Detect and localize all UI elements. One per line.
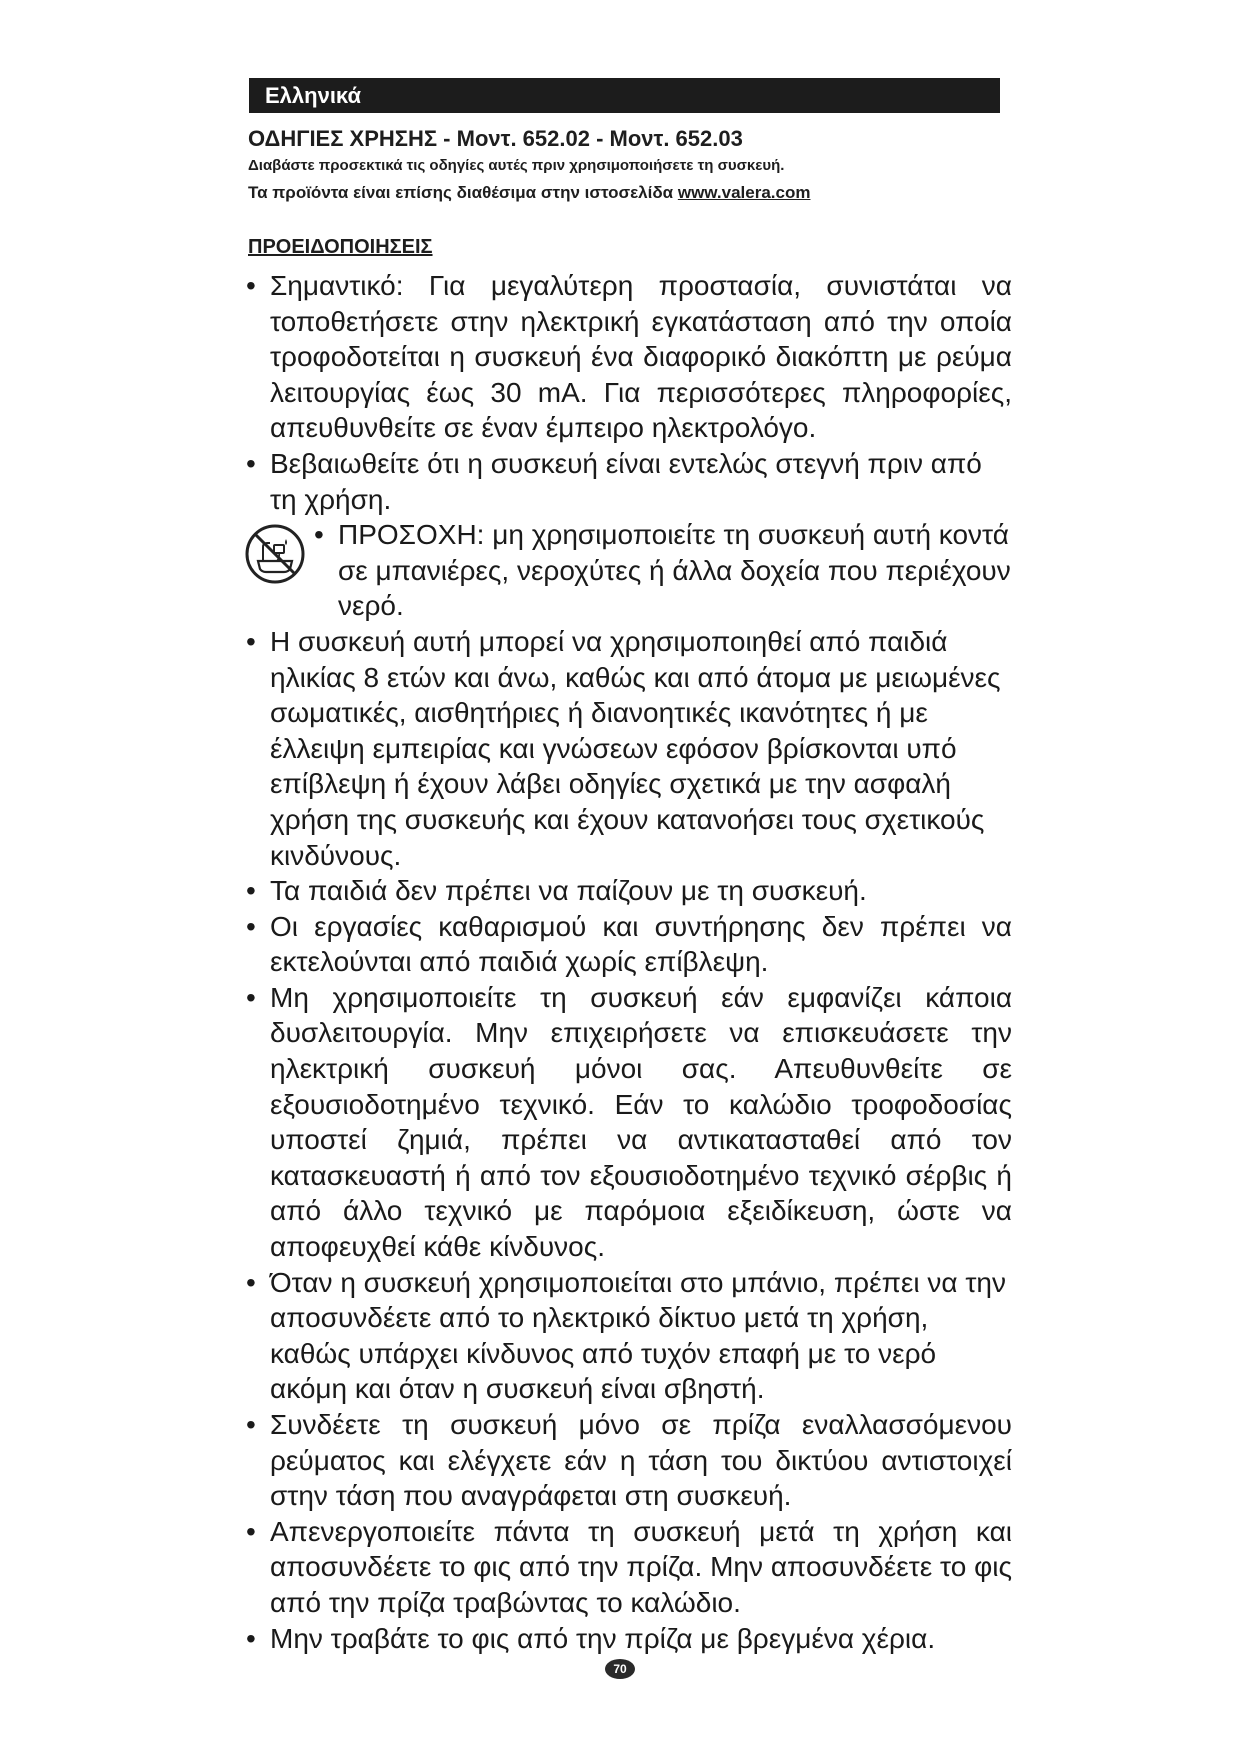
no-water-bath-icon <box>244 523 306 585</box>
language-header-bar: Ελληνικά <box>249 78 1000 113</box>
warning-item-cleaning <box>246 909 1012 980</box>
warning-item-dry <box>246 446 1012 517</box>
warning-text: Απενεργοποιείτε πάντα τη συσκευή μετά τη χρήση και αποσυνδέετε το φις από την πρίζα. Μην αποσυνδέετε το φις από την πρίζα τραβώντας το καλώδιο. <box>270 1515 1012 1618</box>
warning-item-unplug <box>246 1514 1012 1621</box>
warning-item-children-play <box>246 873 1012 909</box>
warning-item-water <box>246 517 1012 624</box>
bullet: • <box>246 1409 256 1440</box>
warning-text: Σημαντικό: Για μεγαλύτερη προστασία, συνιστάται να τοποθετήσετε στην ηλεκτρική εγκατάσταση από την οποία τροφοδοτείται η συσκευή ένα διαφορικό διακόπτη με ρεύμα λειτουργίας έως 30 mA. Για περισσότερες πληροφορίες, απευθυνθείτε σε έναν έμπειρο ηλεκτρολόγο. <box>270 270 1012 444</box>
warning-text: Μη χρησιμοποιείτε τη συσκευή εάν εμφανίζει κάποια δυσλειτουργία. Μην επιχειρήσετε να επισκευάσετε την ηλεκτρική συσκευή μόνοι σας. Απευθυνθείτε σε εξουσιοδοτημένο τεχνικό. Εάν το καλώδιο τροφοδοσίας υποστεί ζημιά, πρέπει να αντικατασταθεί από τον κατασκευαστή ή από τον εξουσιοδοτημένο τεχνικό σέρβις ή από άλλο τεχνικό με παρόμοια εξειδίκευση, ώστε να αποφευχθεί κάθε κίνδυνος. <box>270 981 1012 1263</box>
bullet: • <box>246 270 256 301</box>
warning-text: Οι εργασίες καθαρισμού και συντήρησης δεν πρέπει να εκτελούνται από παιδιά χωρίς επίβλεψη. <box>270 910 1012 978</box>
warning-text: Συνδέετε τη συσκευή μόνο σε πρίζα εναλλασσόμενου ρεύματος και ελέγχετε εάν η τάση του δικτύου αντιστοιχεί στην τάση που αναγράφεται στη συσκευή. <box>270 1409 1012 1512</box>
warning-text: Τα παιδιά δεν πρέπει να παίζουν με τη συσκευή. <box>270 875 867 907</box>
warning-item-children-8 <box>246 624 1012 873</box>
bullet: • <box>246 625 256 657</box>
warnings-heading: ΠΡΟΕΙΔΟΠΟΙΗΣΕΙΣ <box>248 236 433 258</box>
products-availability-text: Τα προϊόντα είναι επίσης διαθέσιμα στην ιστοσελίδα <box>248 183 678 202</box>
warning-item-ac-outlet <box>246 1407 1012 1514</box>
page-number: 70 <box>605 1659 635 1679</box>
products-availability-line <box>248 183 810 203</box>
warning-item-bathroom <box>246 1265 1012 1407</box>
bullet: • <box>246 910 256 942</box>
website-link[interactable]: www.valera.com <box>677 183 811 202</box>
bullet: • <box>246 1266 256 1298</box>
warning-text: Μην τραβάτε το φις από την πρίζα με βρεγμένα χέρια. <box>270 1622 936 1654</box>
warning-item-wet-hands <box>246 1621 1012 1657</box>
bullet: • <box>246 981 256 1013</box>
bullet: • <box>314 519 324 551</box>
read-instructions-note: Διαβάστε προσεκτικά τις οδηγίες αυτές πριν χρησιμοποιήσετε τη συσκευή. <box>248 157 785 174</box>
warning-text: Βεβαιωθείτε ότι η συσκευή είναι εντελώς στεγνή πριν από τη χρήση. <box>270 447 982 515</box>
warning-text: ΠΡΟΣΟΧΗ: μη χρησιμοποιείτε τη συσκευή αυτή κοντά σε μπανιέρες, νεροχύτες ή άλλα δοχεία που περιέχουν νερό. <box>338 519 1011 622</box>
warning-text: Η συσκευή αυτή μπορεί να χρησιμοποιηθεί από παιδιά ηλικίας 8 ετών και άνω, καθώς και από άτομα με μειωμένες σωματικές, αισθητήριες ή διανοητικές ικανότητες ή με έλλειψη εμπειρίας και γνώσεων εφόσον βρίσκονται υπό επίβλεψη ή έχουν λάβει οδηγίες σχετικά με την ασφαλή χρήση της συσκευής και έχουν κατανοήσει τους σχετικούς κινδύνους. <box>270 625 1001 871</box>
document-title: ΟΔΗΓΙΕΣ ΧΡΗΣΗΣ - Μοντ. 652.02 - Μοντ. 652.03 <box>248 126 743 151</box>
warning-item-malfunction <box>246 980 1012 1265</box>
bullet: • <box>246 1622 256 1654</box>
bullet: • <box>246 1515 256 1547</box>
warnings-list <box>246 268 1012 1656</box>
warning-text: Όταν η συσκευή χρησιμοποιείται στο μπάνιο, πρέπει να την αποσυνδέετε από το ηλεκτρικό δίκτυο μετά τη χρήση, καθώς υπάρχει κίνδυνος από τυχόν επαφή με το νερό ακόμη και όταν η συσκευή είναι σβηστή. <box>270 1266 1006 1405</box>
warning-item-rcd <box>246 268 1012 446</box>
bullet: • <box>246 875 256 907</box>
bullet: • <box>246 447 256 479</box>
